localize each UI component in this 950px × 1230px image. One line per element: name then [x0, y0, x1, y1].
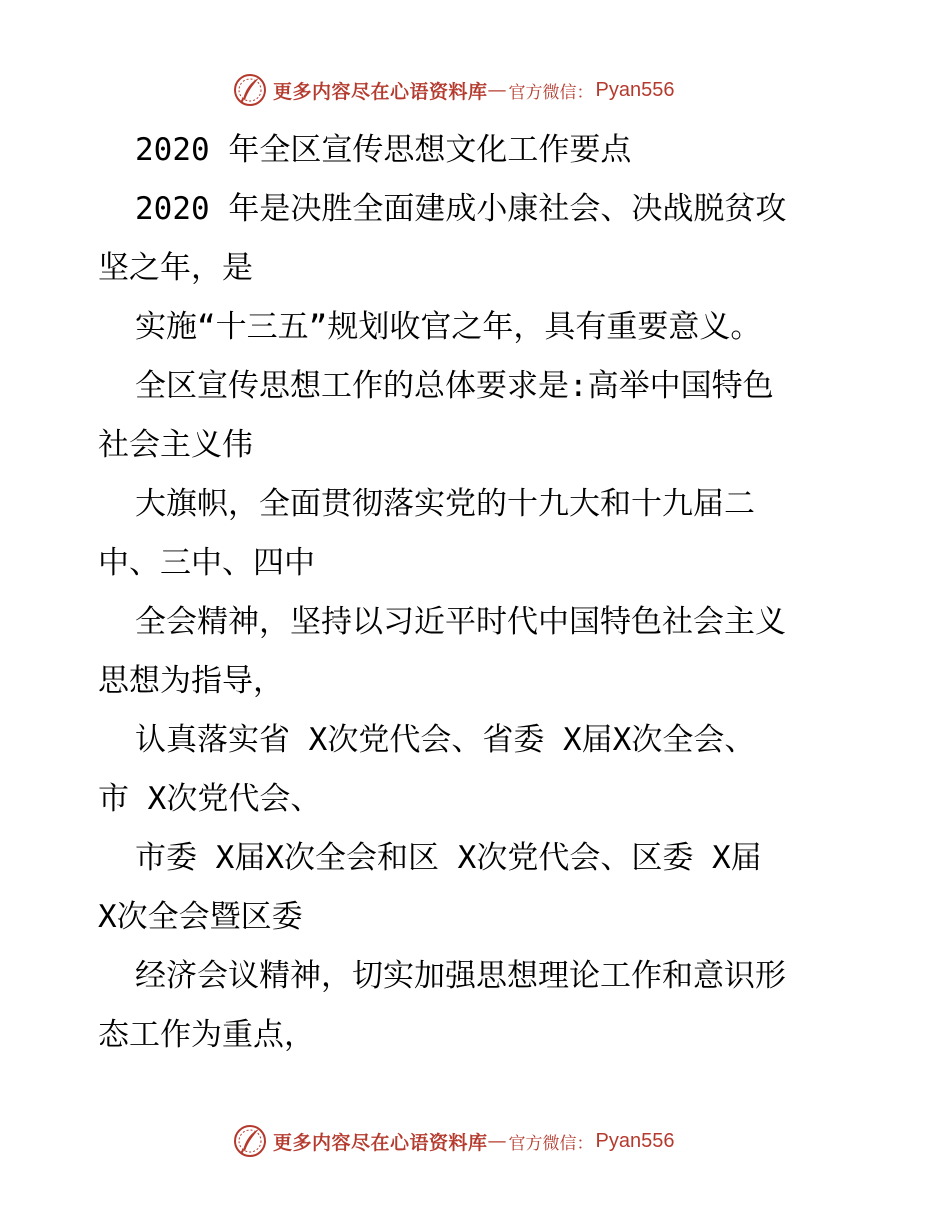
text-line: 坚之年，是 — [98, 250, 253, 286]
header-watermark-banner — [232, 70, 674, 110]
quill-pen-logo-icon — [232, 1123, 268, 1159]
text-line: 大旗帜，全面贯彻落实党的十九大和十九届二 — [135, 486, 755, 522]
wechat-id: Pyan556 — [595, 1129, 675, 1152]
text-line: 经济会议精神，切实加强思想理论工作和意识形 — [135, 958, 786, 994]
text-line: 2020 年全区宣传思想文化工作要点 — [135, 132, 632, 168]
wechat-id: Pyan556 — [595, 78, 675, 101]
watermark-dash: — — [487, 1130, 507, 1152]
wechat-label: 官方微信： — [508, 1133, 594, 1154]
text-line: 全会精神，坚持以习近平时代中国特色社会主义 — [135, 604, 786, 640]
text-line: 社会主义伟 — [98, 427, 253, 463]
text-line: 认真落实省 X次党代会、省委 X届X次全会、 — [135, 722, 756, 758]
text-line: 市委 X届X次全会和区 X次党代会、区委 X届 — [135, 840, 762, 876]
text-line: 2020 年是决胜全面建成小康社会、决战脱贫攻 — [135, 191, 787, 227]
quill-pen-logo-icon — [232, 72, 268, 108]
watermark-dash: — — [487, 79, 507, 101]
text-line: 中、三中、四中 — [98, 545, 315, 581]
text-line: 市 X次党代会、 — [98, 781, 322, 817]
text-line: X次全会暨区委 — [98, 899, 303, 935]
text-line: 全区宣传思想工作的总体要求是:高举中国特色 — [135, 368, 774, 404]
text-line: 实施“十三五”规划收官之年，具有重要意义。 — [135, 309, 762, 345]
text-line: 态工作为重点， — [98, 1017, 315, 1053]
watermark-text: 更多内容尽在心语资料库 — [273, 1131, 488, 1154]
footer-watermark-banner — [232, 1121, 674, 1161]
document-body — [98, 121, 858, 1065]
text-line: 思想为指导， — [98, 663, 284, 699]
wechat-label: 官方微信： — [508, 82, 594, 103]
watermark-text: 更多内容尽在心语资料库 — [273, 80, 488, 103]
